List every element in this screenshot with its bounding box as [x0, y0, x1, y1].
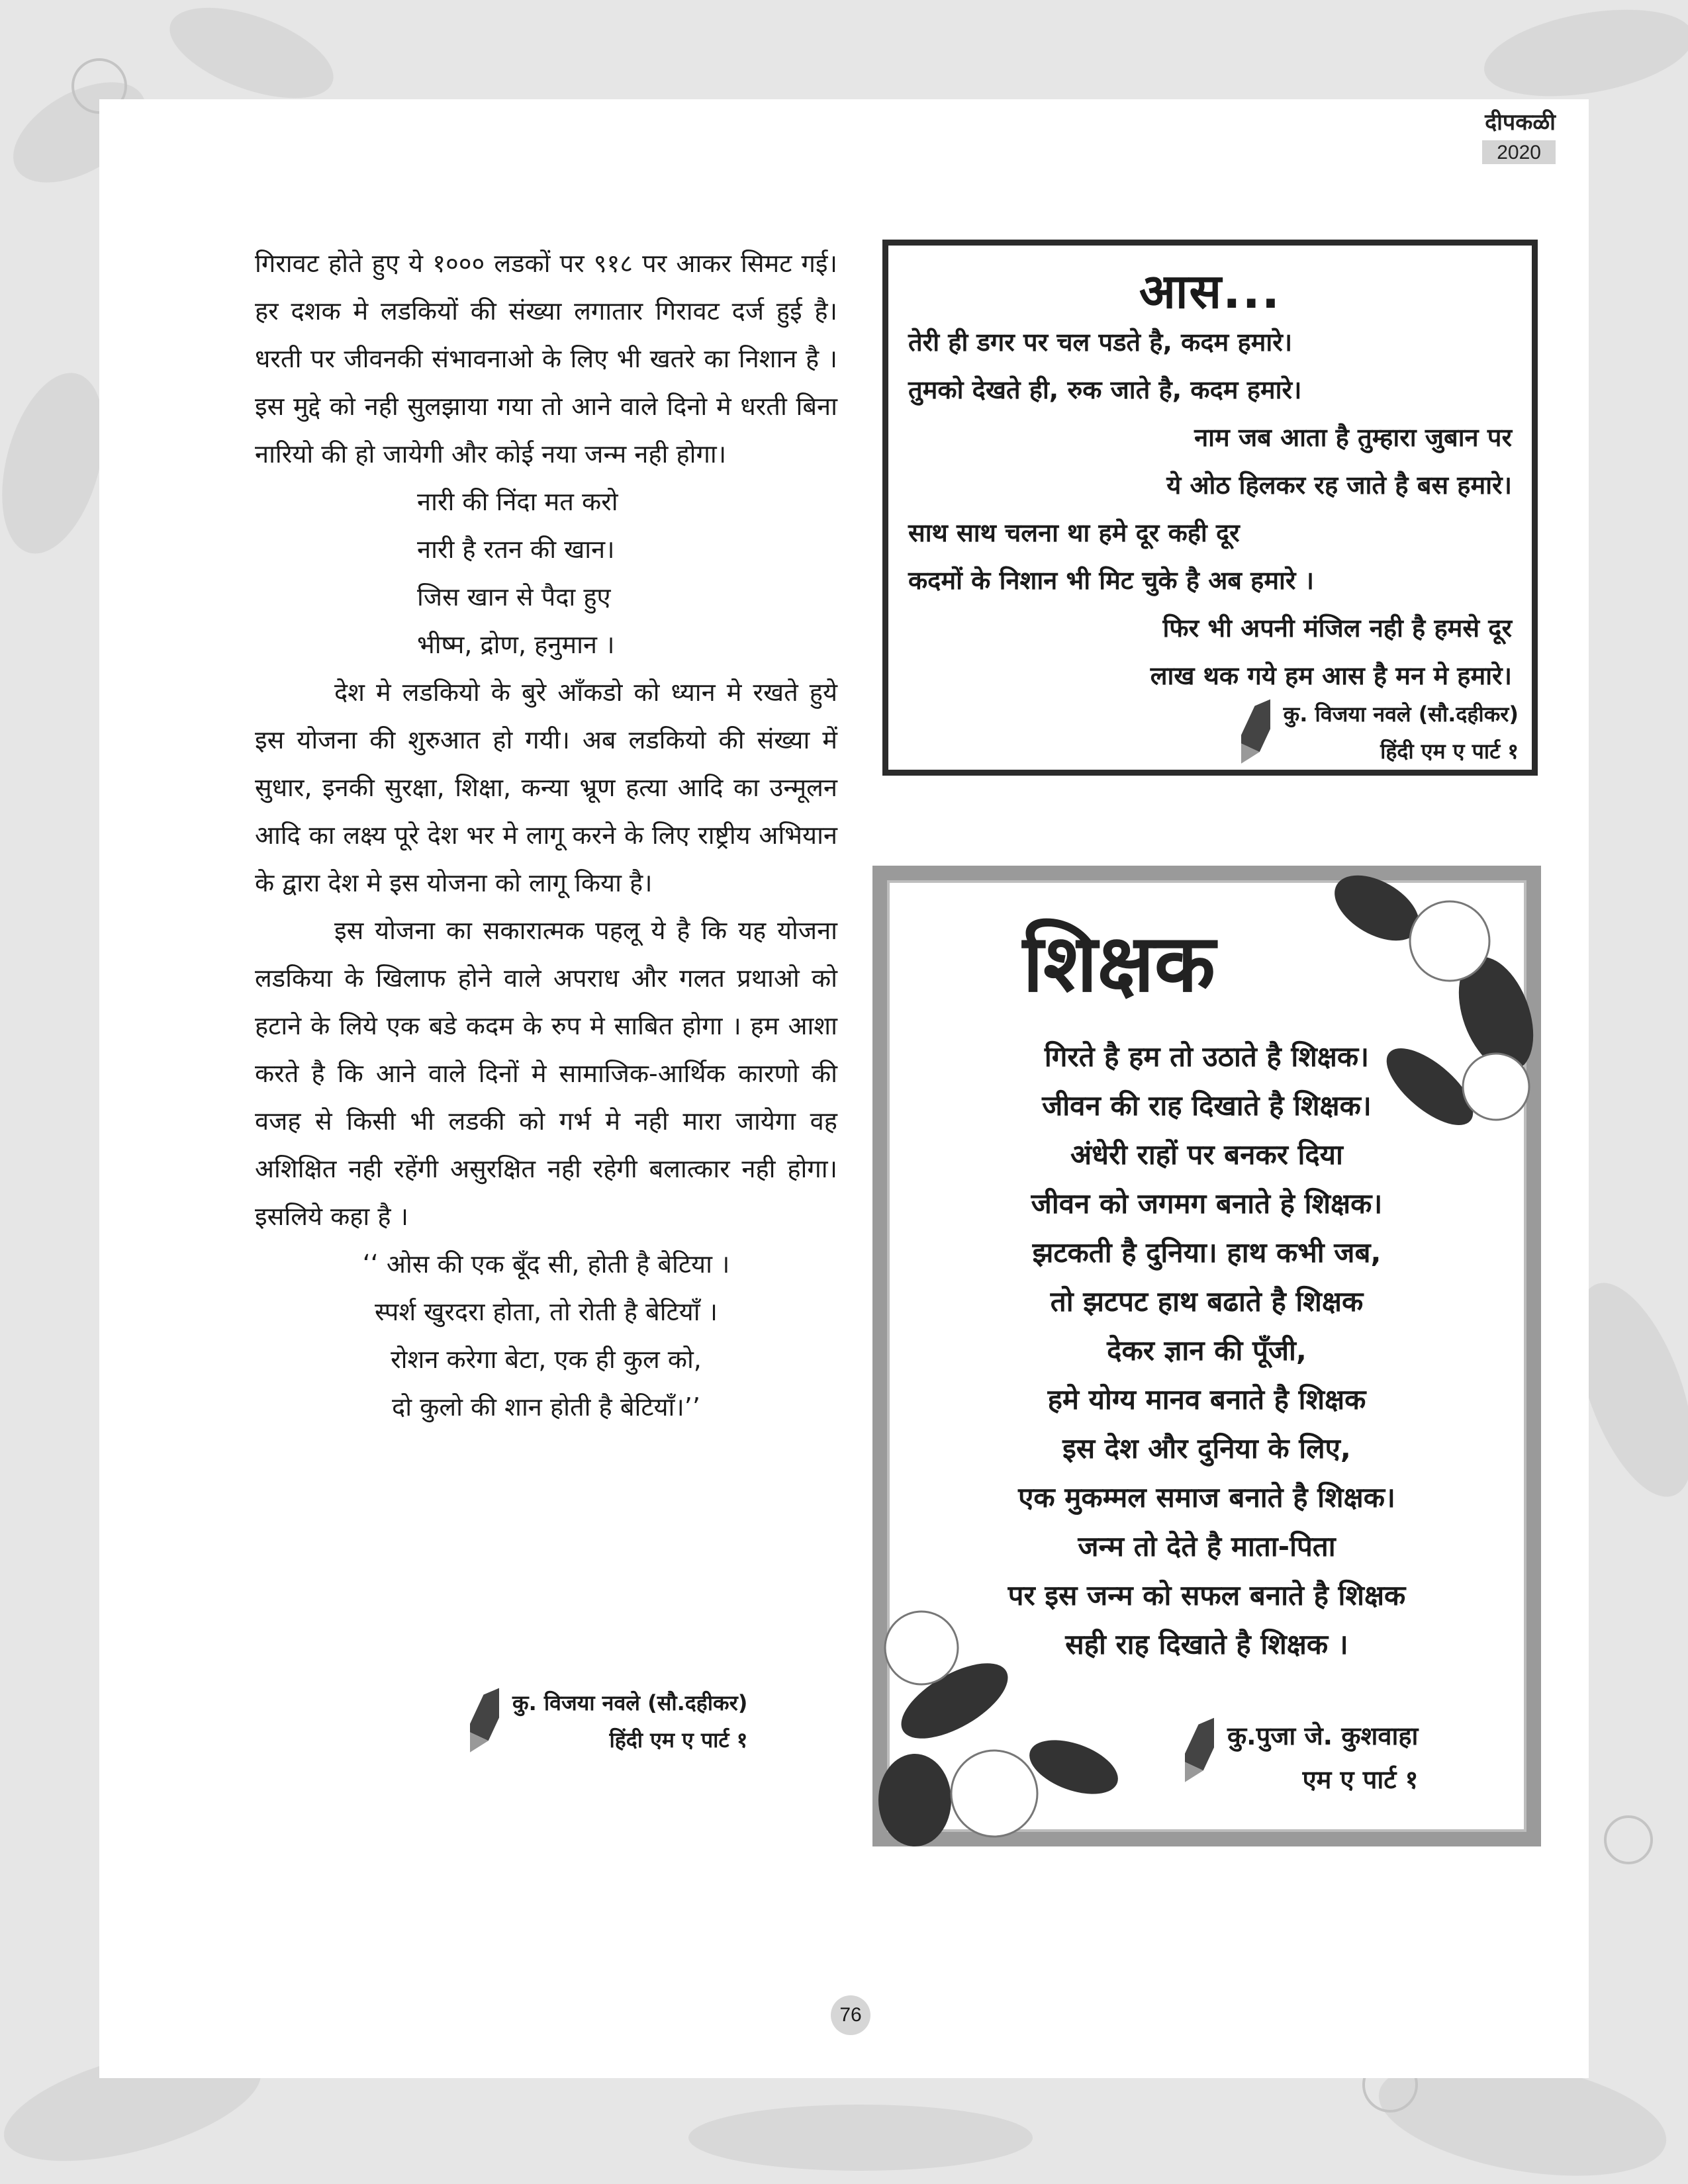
author-class: हिंदी एम ए पार्ट १ — [609, 1727, 748, 1752]
verse-2 — [255, 1240, 837, 1431]
verse-2-line: दो कुलो की शान होती है बेटियाँ।’’ — [392, 1392, 700, 1422]
magazine-header — [1482, 106, 1556, 164]
author-class: हिंदी एम ए पार्ट १ — [1380, 739, 1519, 764]
poem-line: तो झटपट हाथ बढाते है शिक्षक — [1050, 1285, 1364, 1318]
page-number: 76 — [831, 1995, 870, 2035]
verse-2-line: ‘‘ ओस की एक बूँद सी, होती है बेटिया । — [362, 1250, 730, 1279]
poem-line: इस देश और दुनिया के लिए, — [1062, 1432, 1351, 1465]
verse-1-line: नारी है रतन की खान। — [417, 535, 615, 564]
article-author — [470, 1684, 747, 1758]
poem-line: कदमों के निशान भी मिट चुके है अब हमारे । — [908, 566, 1315, 595]
magazine-title: दीपकळी — [1485, 109, 1556, 136]
poem-line: देकर ज्ञान की पूँजी, — [1107, 1334, 1307, 1367]
poem-line: जन्म तो देते है माता-पिता — [1078, 1530, 1336, 1563]
poem-line: पर इस जन्म को सफल बनाते है शिक्षक — [1008, 1579, 1406, 1612]
author-class: एम ए पार्ट १ — [1302, 1765, 1419, 1794]
poem-line: सही राह दिखाते है शिक्षक । — [1065, 1628, 1348, 1661]
poem-line: जीवन की राह दिखाते है शिक्षक। — [1042, 1089, 1372, 1122]
poem-line: अंधेरी राहों पर बनकर दिया — [1070, 1138, 1343, 1171]
pencil-icon — [1241, 696, 1270, 768]
poem-box-aas — [882, 240, 1538, 776]
poem-line: तुमको देखते ही, रुक जाते है, कदम हमारे। — [908, 375, 1302, 404]
poem-line: गिरते है हम तो उठाते है शिक्षक। — [1044, 1040, 1370, 1073]
poem-line: फिर भी अपनी मंजिल नही है हमसे दूर — [1162, 614, 1512, 643]
magazine-year: 2020 — [1482, 140, 1556, 164]
article-paragraph-3: इस योजना का सकारात्मक पहलू ये है कि यह योजना लडकिया के खिलाफ होने वाले अपराध और गलत प्रथाओ को हटाने के लिये एक बडे कदम के रुप मे साबित होगा । हम आशा करते है कि आने वाले दिनों मे सामाजिक-आर्थिक कारणो की वजह से किसी भी लडकी को गर्भ मे नही मारा जायेगा वह अशिक्षित नही रहेंगी असुरक्षित नही रहेगी बलात्कार नही होगा। इसलिये कहा है । — [255, 916, 837, 1231]
verse-1 — [255, 478, 837, 668]
poem-line: एक मुकम्मल समाज बनाते है शिक्षक। — [1018, 1481, 1395, 1514]
author-name: कु. विजया नवले (सौ.दहीकर) — [1283, 702, 1519, 727]
poem-line: ये ओठ हिलकर रह जाते है बस हमारे। — [1166, 471, 1512, 500]
author-name: कु.पुजा जे. कुशवाहा — [1227, 1721, 1419, 1751]
poem-line: हमे योग्य मानव बनाते है शिक्षक — [1047, 1383, 1366, 1416]
poem-line: नाम जब आता है तुम्हारा जुबान पर — [1194, 423, 1512, 452]
verse-2-line: रोशन करेगा बेटा, एक ही कुल को, — [391, 1345, 702, 1374]
verse-1-line: नारी की निंदा मत करो — [417, 487, 618, 516]
poem-line: लाख थक गये हम आस है मन मे हमारे। — [1150, 661, 1512, 690]
verse-1-line: जिस खान से पैदा हुए — [417, 582, 611, 612]
pencil-icon — [1185, 1714, 1214, 1787]
poem-lines — [908, 318, 1512, 700]
poem-author — [1185, 1714, 1418, 1801]
poem-lines — [900, 1032, 1513, 1669]
poem-title: आस... — [1139, 263, 1282, 319]
poem-line: जीवन को जगमग बनाते हे शिक्षक। — [1031, 1187, 1383, 1220]
pencil-icon — [470, 1684, 499, 1757]
poem-line: तेरी ही डगर पर चल पडते है, कदम हमारे। — [908, 328, 1293, 357]
poem-title: शिक्षक — [1023, 918, 1215, 1010]
verse-1-line: भीष्म, द्रोण, हनुमान । — [417, 630, 615, 659]
poem-line: झटकती है दुनिया। हाथ कभी जब, — [1032, 1236, 1382, 1269]
verse-2-line: स्पर्श खुरदरा होता, तो रोती है बेटियाँ । — [374, 1297, 718, 1326]
article-column — [255, 240, 837, 1431]
poem-author — [1241, 696, 1519, 770]
author-name: कु. विजया नवले (सौ.दहीकर) — [512, 1690, 748, 1715]
article-paragraph-1: गिरावट होते हुए ये १००० लडकों पर ९१८ पर आकर सिमट गई। हर दशक मे लडकियों की संख्या लगातार गिरावट दर्ज हुई है। धरती पर जीवनकी संभावनाओ के लिए भी खतरे का निशान है । इस मुद्दे को नही सुलझाया गया तो आने वाले दिनो मे धरती बिना नारियो की हो जायेगी और कोई नया जन्म नही होगा। — [255, 249, 838, 469]
poem-line: साथ साथ चलना था हमे दूर कही दूर — [908, 518, 1240, 547]
article-paragraph-2: देश मे लडकियो के बुरे आँकडो को ध्यान मे रखते हुये इस योजना की शुरुआत हो गयी। अब लडकियो की संख्या में सुधार, इनकी सुरक्षा, शिक्षा, कन्या भ्रूण हत्या आदि का उन्मूलन आदि का लक्ष्य पूरे देश भर मे लागू करने के लिए राष्ट्रीय अभियान के द्वारा देश मे इस योजना को लागू किया है। — [255, 678, 837, 897]
